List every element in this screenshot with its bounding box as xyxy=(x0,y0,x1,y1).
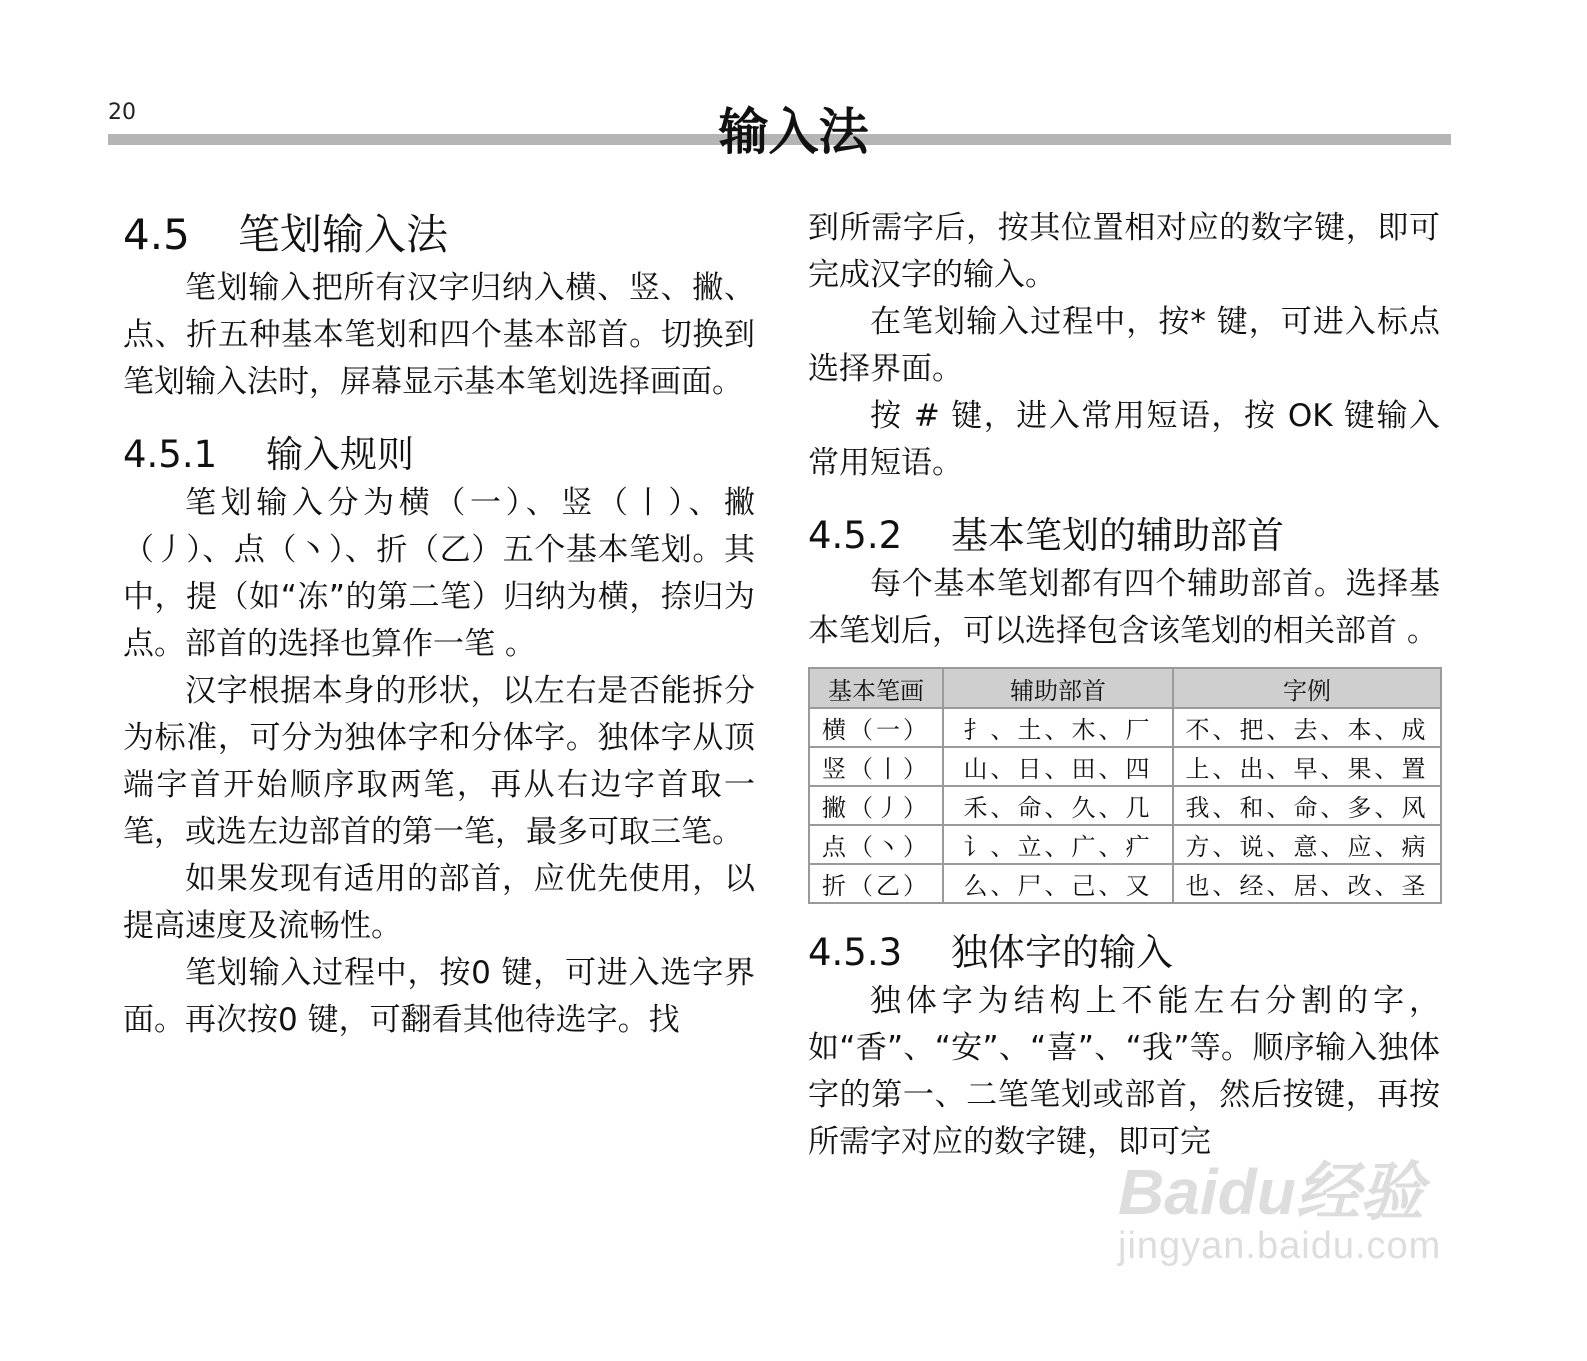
table-cell: 也、经、居、改、圣 xyxy=(1173,864,1441,903)
table-cell: 扌、土、木、厂 xyxy=(943,708,1173,747)
page-title xyxy=(0,100,1587,164)
subsection-title: 独体字的输入 xyxy=(951,931,1173,974)
subsection-title: 基本笔划的辅助部首 xyxy=(951,514,1284,557)
table-cell: 我、和、命、多、风 xyxy=(1173,786,1441,825)
table-cell: 点（丶） xyxy=(809,825,943,864)
single-char-paragraph: 独体字为结构上不能左右分割的字，如“香”、“安”、“喜”、“我”等。顺序输入独体字的第一、二笔笔划或部首，然后按键，再按所需字对应的数字键，即可完 xyxy=(808,983,1440,1160)
rules-paragraph-3: 如果发现有适用的部首，应优先使用，以提高速度及流畅性。 xyxy=(123,861,755,944)
table-cell: 不、把、去、本、成 xyxy=(1173,708,1441,747)
table-row xyxy=(809,825,1441,864)
rules-paragraph-4: 笔划输入过程中，按0 键，可进入选字界面。再次按0 键，可翻看其他待选字。找 xyxy=(123,955,755,1038)
continued-paragraph: 到所需字后，按其位置相对应的数字键，即可完成汉字的输入。 xyxy=(808,210,1440,293)
table-cell: 上、出、早、果、置 xyxy=(1173,747,1441,786)
table-cell: 折（乙） xyxy=(809,864,943,903)
watermark-logo: Baidu经验 xyxy=(1118,1156,1424,1228)
table-header: 基本笔画 xyxy=(809,668,943,708)
table-cell: 撇（丿） xyxy=(809,786,943,825)
table-cell: 方、说、意、应、病 xyxy=(1173,825,1441,864)
intro-paragraph: 笔划输入把所有汉字归纳入横、竖、撇、点、折五种基本笔划和四个基本部首。切换到笔划输入法时，屏幕显示基本笔划选择画面。 xyxy=(123,270,755,400)
section-number: 4.5 xyxy=(123,210,190,259)
table-cell: 讠、立、广、疒 xyxy=(943,825,1173,864)
table-row xyxy=(809,786,1441,825)
subsection-number: 4.5.1 xyxy=(123,433,218,476)
table-cell: 山、日、田、四 xyxy=(943,747,1173,786)
section-heading xyxy=(123,205,755,265)
table-header: 字例 xyxy=(1173,668,1441,708)
rules-paragraph-2: 汉字根据本身的形状，以左右是否能拆分为标准，可分为独体字和分体字。独体字从顶端字首开始顺序取两笔，再从右边字首取一笔，或选左边部首的第一笔，最多可取三笔。 xyxy=(123,673,755,850)
page-number: 20 xyxy=(108,100,136,125)
table-header: 辅助部首 xyxy=(943,668,1173,708)
rules-paragraph-1: 笔划输入分为横（一）、竖（丨）、撇（丿）、点（丶）、折（乙）五个基本笔划。其中，提（如“冻”的第二笔）归纳为横，捺归为点。部首的选择也算作一笔 。 xyxy=(123,485,755,662)
watermark-url: jingyan.baidu.com xyxy=(1118,1225,1442,1267)
left-column xyxy=(123,205,755,1044)
table-cell: 竖（丨） xyxy=(809,747,943,786)
aux-paragraph: 每个基本笔划都有四个辅助部首。选择基本笔划后，可以选择包含该笔划的相关部首 。 xyxy=(808,566,1440,649)
table-cell: 禾、命、久、几 xyxy=(943,786,1173,825)
baidu-watermark xyxy=(1118,1156,1442,1268)
subsection-heading-aux xyxy=(808,511,1440,561)
table-header-row xyxy=(809,668,1441,708)
table-cell: 横（一） xyxy=(809,708,943,747)
hash-key-paragraph: 按 # 键，进入常用短语，按 OK 键输入常用短语。 xyxy=(808,398,1440,481)
subsection-number: 4.5.3 xyxy=(808,931,903,974)
right-column xyxy=(808,205,1440,1166)
table-row xyxy=(809,864,1441,903)
table-cell: 么、尸、己、又 xyxy=(943,864,1173,903)
page-title-text: 输入法 xyxy=(718,103,869,161)
subsection-heading-single xyxy=(808,928,1440,978)
subsection-number: 4.5.2 xyxy=(808,514,903,557)
subsection-title: 输入规则 xyxy=(266,433,414,476)
subsection-heading-rules xyxy=(123,430,755,480)
table-row xyxy=(809,708,1441,747)
star-key-paragraph: 在笔划输入过程中，按* 键，可进入标点选择界面。 xyxy=(808,304,1440,387)
stroke-radical-table xyxy=(808,667,1442,904)
table-row xyxy=(809,747,1441,786)
section-title: 笔划输入法 xyxy=(238,210,449,259)
